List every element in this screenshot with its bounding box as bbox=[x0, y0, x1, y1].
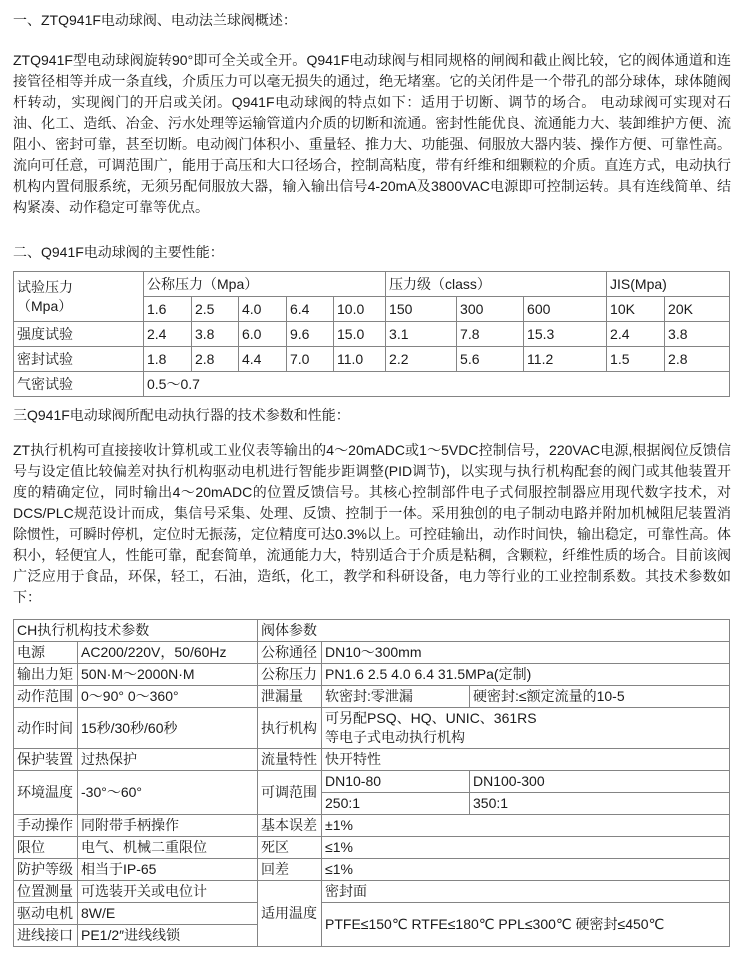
table-row bbox=[14, 859, 730, 881]
row-label-cell: 泄漏量 bbox=[258, 686, 322, 708]
row-label-cell: 电源 bbox=[14, 642, 78, 664]
value-cell: PTFE≤150℃ RTFE≤180℃ PPL≤300℃ 硬密封≤450℃ bbox=[322, 903, 730, 947]
row-label-cell: 适用温度 bbox=[258, 881, 322, 947]
group-header-cell: JIS(Mpa) bbox=[607, 272, 730, 297]
actuator-line2: 等电子式电动执行机构 bbox=[325, 729, 466, 745]
corner-header-cell bbox=[14, 272, 144, 322]
table-row bbox=[14, 881, 730, 903]
col-header-cell: 2.5 bbox=[192, 297, 239, 322]
table-row bbox=[14, 749, 730, 771]
value-cell: 同附带手柄操作 bbox=[78, 815, 258, 837]
value-cell bbox=[322, 686, 730, 708]
group-header-cell: 公称压力（Mpa） bbox=[144, 272, 386, 297]
group-header-cell: 阀体参数 bbox=[258, 620, 730, 642]
value-cell: 7.0 bbox=[287, 347, 334, 372]
value-cell: 3.1 bbox=[386, 322, 457, 347]
corner-header-line1: 试验压力 bbox=[17, 278, 73, 295]
value-cell: ≤1% bbox=[322, 859, 730, 881]
spacer bbox=[13, 30, 731, 50]
row-label-cell: 密封试验 bbox=[14, 347, 144, 372]
group-header-cell: CH执行机构技术参数 bbox=[14, 620, 258, 642]
row-label-cell: 防护等级 bbox=[14, 859, 78, 881]
section2-title: 二、Q941F电动球阀的主要性能： bbox=[13, 244, 224, 260]
row-label-cell: 进线接口 bbox=[14, 925, 78, 947]
section3-paragraph: ZT执行机构可直接接收计算机或工业仪表等输出的4～20mADC或1～5VDC控制信号，220VAC电源,根据阀位反馈信号与设定值比较偏差对执行机构驱动电机进行智能步距调整(PID调节)，以实现与执行机构配套的阀门或其他装置开度的精确定位，同时输出4～20mADC的位置反馈信号。其核心控制部件电子式伺服控制器应用现代数字技术，对DCS/PLC规范设计而成，集信号采集、处理、反馈、控制于一体。采用独创的电子制动电路并附加机械阻尼装置消除惯性，可瞬时停机，定位时无振荡，定位精度可达0.3%以上。可控硅输出，动作时间快，输出稳定，可靠性高。体积小，轻便宜人，性能可靠，配套简单，流通能力大，特别适合于介质是粘稠，含颗粒，纤维性质的场合。目前该阀广泛应用于食品，环保，轻工，石油，造纸，化工，教学和科研设备，电力等行业的工业控制系数。其技术参数如下： bbox=[13, 442, 731, 605]
row-label-cell: 基本误差 bbox=[258, 815, 322, 837]
col-header-cell: 150 bbox=[386, 297, 457, 322]
spacer bbox=[13, 608, 731, 619]
table-row bbox=[14, 708, 730, 749]
value-cell: 快开特性 bbox=[322, 749, 730, 771]
value-cell bbox=[322, 708, 730, 749]
value-cell: 0.5～0.7 bbox=[144, 372, 730, 397]
table-row bbox=[14, 272, 730, 297]
value-cell: 0～90° 0～360° bbox=[78, 686, 258, 708]
group-header-cell: 压力级（class） bbox=[386, 272, 607, 297]
row-label-cell: 强度试验 bbox=[14, 322, 144, 347]
adjust-range2-head: DN100-300 bbox=[473, 773, 545, 789]
col-header-cell: 300 bbox=[457, 297, 524, 322]
value-cell: DN10～300mm bbox=[322, 642, 730, 664]
value-cell: 2.8 bbox=[192, 347, 239, 372]
value-cell: PN1.6 2.5 4.0 6.4 31.5MPa(定制) bbox=[322, 664, 730, 686]
value-cell: 11.2 bbox=[524, 347, 607, 372]
col-header-cell: 600 bbox=[524, 297, 607, 322]
value-cell bbox=[322, 771, 730, 815]
value-cell: 9.6 bbox=[287, 322, 334, 347]
value-cell: 2.4 bbox=[607, 322, 665, 347]
performance-table bbox=[13, 271, 730, 397]
row-label-cell: 限位 bbox=[14, 837, 78, 859]
table-row bbox=[14, 664, 730, 686]
value-cell: -30°～60° bbox=[78, 771, 258, 815]
col-header-cell: 1.6 bbox=[144, 297, 192, 322]
leakage-soft-cell: 软密封:零泄漏 bbox=[322, 686, 470, 707]
value-cell: ±1% bbox=[322, 815, 730, 837]
row-label-cell: 驱动电机 bbox=[14, 903, 78, 925]
section3-title: 三Q941F电动球阀所配电动执行器的技术参数和性能： bbox=[13, 407, 350, 423]
value-cell: 相当于IP-65 bbox=[78, 859, 258, 881]
table-row bbox=[14, 903, 730, 925]
table-row bbox=[14, 642, 730, 664]
table-row bbox=[14, 771, 730, 815]
value-cell: 5.6 bbox=[457, 347, 524, 372]
row-label-cell: 位置测量 bbox=[14, 881, 78, 903]
row-label-cell: 气密试验 bbox=[14, 372, 144, 397]
row-label-cell: 环境温度 bbox=[14, 771, 78, 815]
table-row bbox=[14, 322, 730, 347]
value-cell: 1.8 bbox=[144, 347, 192, 372]
row-label-cell: 回差 bbox=[258, 859, 322, 881]
value-cell: 7.8 bbox=[457, 322, 524, 347]
value-cell: 2.2 bbox=[386, 347, 457, 372]
row-label-cell: 死区 bbox=[258, 837, 322, 859]
value-cell: 6.0 bbox=[239, 322, 287, 347]
adjust-range1-head: DN10-80 bbox=[322, 771, 470, 792]
corner-header-line2: （Mpa） bbox=[17, 297, 73, 314]
value-cell: AC200/220V，50/60Hz bbox=[78, 642, 258, 664]
value-cell: 可选装开关或电位计 bbox=[78, 881, 258, 903]
value-cell: 电气、机械二重限位 bbox=[78, 837, 258, 859]
value-cell: 15.0 bbox=[334, 322, 386, 347]
value-cell: 密封面 bbox=[322, 881, 730, 903]
row-label-cell: 手动操作 bbox=[14, 815, 78, 837]
value-cell: 8W/E bbox=[78, 903, 258, 925]
table-row bbox=[14, 815, 730, 837]
actuator-line1: 可另配PSQ、HQ、UNIC、361RS bbox=[325, 710, 537, 726]
value-cell: 过热保护 bbox=[78, 749, 258, 771]
table-row bbox=[14, 620, 730, 642]
col-header-cell: 10.0 bbox=[334, 297, 386, 322]
table-row bbox=[14, 347, 730, 372]
section1-title: 一、ZTQ941F电动球阀、电动法兰球阀概述： bbox=[13, 12, 297, 28]
leakage-hard-cell: 硬密封:≤额定流量的10-5 bbox=[473, 688, 625, 704]
value-cell: 11.0 bbox=[334, 347, 386, 372]
col-header-cell: 4.0 bbox=[239, 297, 287, 322]
adjust-range1-value: 250:1 bbox=[322, 793, 470, 814]
value-cell: ≤1% bbox=[322, 837, 730, 859]
row-label-cell: 执行机构 bbox=[258, 708, 322, 749]
value-cell: 15.3 bbox=[524, 322, 607, 347]
value-cell: 2.8 bbox=[665, 347, 730, 372]
value-cell: 15秒/30秒/60秒 bbox=[78, 708, 258, 749]
table-row bbox=[14, 372, 730, 397]
row-label-cell: 流量特性 bbox=[258, 749, 322, 771]
table-row bbox=[14, 837, 730, 859]
tech-params-table bbox=[13, 619, 730, 947]
adjust-range2-value: 350:1 bbox=[473, 795, 509, 811]
col-header-cell: 6.4 bbox=[287, 297, 334, 322]
spacer bbox=[13, 262, 731, 271]
row-label-cell: 动作范围 bbox=[14, 686, 78, 708]
value-cell: 3.8 bbox=[192, 322, 239, 347]
spacer bbox=[13, 218, 731, 242]
spacer bbox=[13, 397, 731, 405]
value-cell: 50N·M～2000N·M bbox=[78, 664, 258, 686]
col-header-cell: 10K bbox=[607, 297, 665, 322]
value-cell: 2.4 bbox=[144, 322, 192, 347]
row-label-cell: 可调范围 bbox=[258, 771, 322, 815]
row-label-cell: 公称通径 bbox=[258, 642, 322, 664]
section1-paragraph: ZTQ941F型电动球阀旋转90°即可全关或全开。Q941F电动球阀与相同规格的闸阀和截止阀比较，它的阀体通道和连接管径相等并成一条直线，介质压力可以毫无损失的通过，绝无堵塞。它的关闭件是一个带孔的部分球体，球体随阀杆转动，实现阀门的开启或关闭。Q941F电动球阀的特点如下：适用于切断、调节的场合。 电动球阀可实现对石油、化工、造纸、冶金、污水处理等运输管道内介质的切断和流通。密封性能优良、流通能力大、装卸维护方便、流阻小、密封可靠，甚至切断。电动阀门体积小、重量轻、推力大、功能强、伺服放大器内装、操作方便、可靠性高。流向可任意，可调范围广，能用于高压和大口径场合，控制高粘度，带有纤维和细颗粒的介质。直连方式，电动执行机构内置伺服系统，无须另配伺服放大器，输入输出信号4-20mA及3800VAC电源即可控制运转。具有连线简单、结构紧凑、动作稳定可靠等优点。 bbox=[13, 52, 731, 215]
row-label-cell: 公称压力 bbox=[258, 664, 322, 686]
value-cell: PE1/2″进线线锁 bbox=[78, 925, 258, 947]
value-cell: 4.4 bbox=[239, 347, 287, 372]
col-header-cell: 20K bbox=[665, 297, 730, 322]
value-cell: 1.5 bbox=[607, 347, 665, 372]
row-label-cell: 输出力矩 bbox=[14, 664, 78, 686]
table-row bbox=[14, 686, 730, 708]
row-label-cell: 保护装置 bbox=[14, 749, 78, 771]
spacer bbox=[13, 425, 731, 440]
value-cell: 3.8 bbox=[665, 322, 730, 347]
row-label-cell: 动作时间 bbox=[14, 708, 78, 749]
